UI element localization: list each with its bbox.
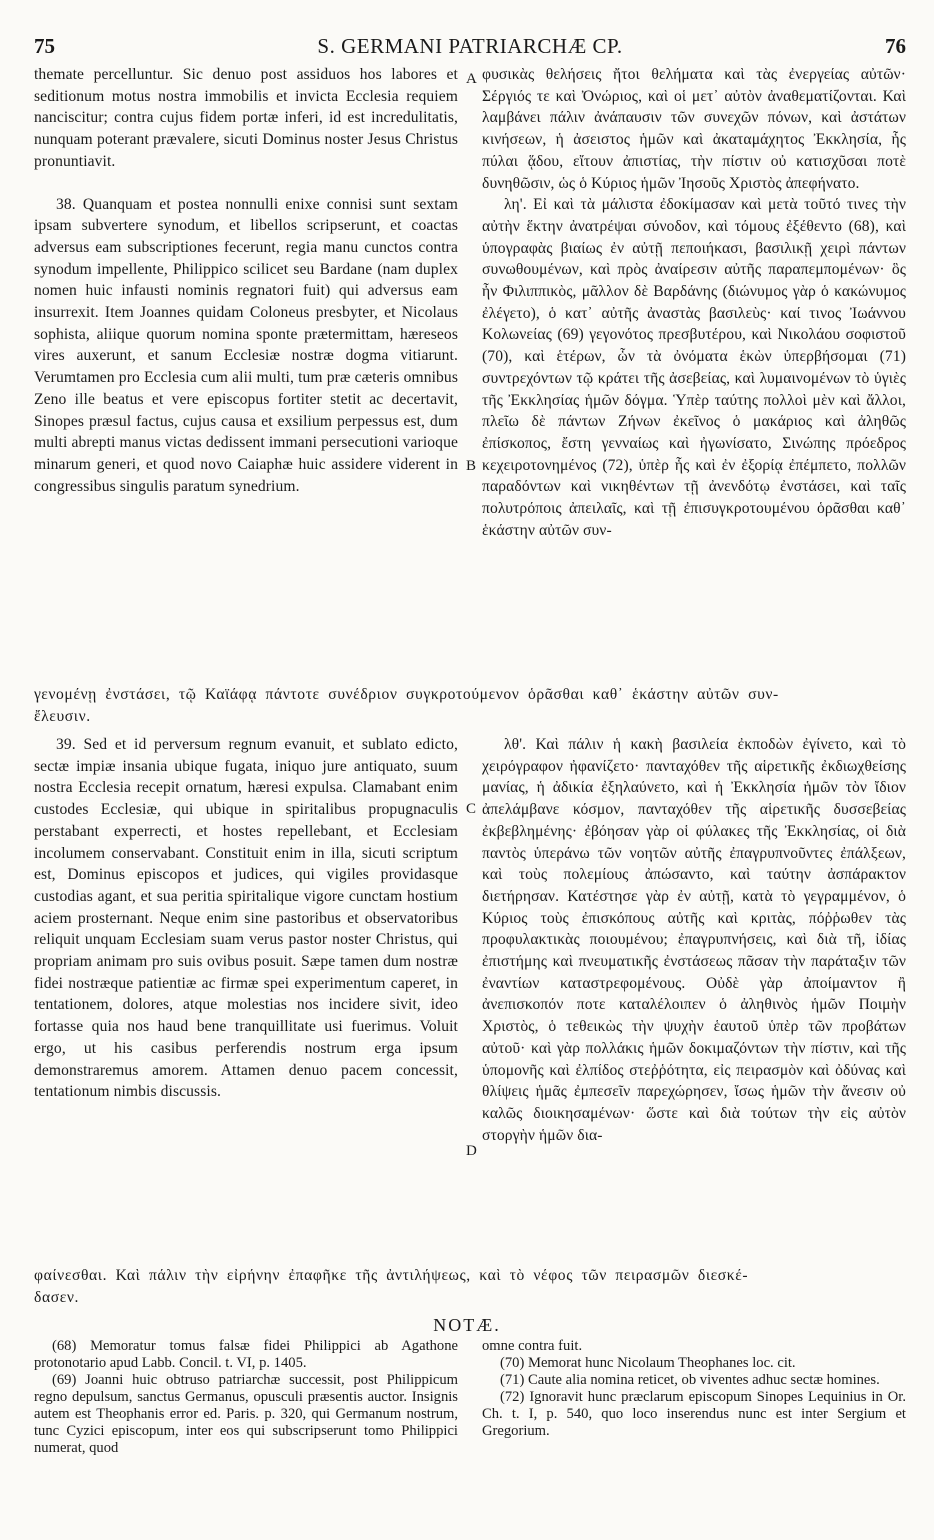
running-title: S. GERMANI PATRIARCHÆ CP. <box>317 34 623 58</box>
note-68: (68) Memoratur tomus falsæ fidei Philippici ab Agathone protonotario apud Labb. Concil. t. VI, p. 1405. <box>34 1338 458 1371</box>
greek-spanning-text-2: φαίνεσθαι. Καὶ πάλιν τὴν εἰρήνην ἐπαφῆκε τῆς ἀντιλήψεως, καὶ τὸ νέφος τῶν πειρασμῶν διεσκέ- <box>34 1267 749 1284</box>
page-number-left: 75 <box>34 34 55 58</box>
note-72: (72) Ignoravit hunc præclarum episcopum Sinopes Lequinius in Or. Ch. t. I, p. 540, quo loco inserendus nunc est inter Sergium et Gregorium. <box>482 1389 906 1439</box>
greek-spanning-text-1b: ἔλευσιν. <box>34 707 91 725</box>
note-69: (69) Joanni huic obtruso patriarchæ successit, post Philippicum regno depulsum, sanctus Germanus, opusculi præsentis auctor. Insignis autem est Theophanis error ed. Paris. p. 320, qui Germanum nostrum, tunc Cyzici episcopum, inter eos qui subscripserunt tomo Philippici numerat, quod <box>34 1372 458 1456</box>
greek-spanning-line-2 <box>34 1265 906 1308</box>
latin-paragraph-37-end: themate percelluntur. Sic denuo post assiduos hos labores et seditionum motus nostra immobilis et invicta Ecclesia requiem nanciscitur; contra cujus fidem portæ inferi, id est incredulitatis, nunquam poterant prævalere, sicuti Dominus noster Jesus Christus pronuntiavit. <box>34 66 458 170</box>
latin-column-lower <box>34 734 458 1103</box>
greek-spanning-line-1 <box>34 684 906 727</box>
page-header <box>34 34 906 62</box>
page-number-right: 76 <box>885 34 906 58</box>
note-71: (71) Caute alia nomina reticet, ob viventes adhuc sectæ homines. <box>500 1372 880 1388</box>
latin-paragraph-38: 38. Quanquam et postea nonnulli enixe connisi sunt sextam ipsam subvertere synodum, et libellos scripserunt, et coactas adversus eam subscriptiones fecerunt, regia manu cunctos contra synodum impellente, Philippico scilicet seu Bardane (nam duplex nomen huic infausti nominis regnatori fuit) qui adversus eam insurrexit. Item Joannes quidam Coloneus presbyter, et Nicolaus sophista, aliique quorum nomina sponte prætermittam, hæreseos vires auxerunt, et sanum Ecclesiæ nostræ dogma vitiarunt. Verumtamen pro Ecclesia cum alii multi, tum præ cæteris omnibus Zeno ille beatus et vere episcopus fortiter stetit ac decertavit, Sinopes præsul factus, cujus causa et exsilium perpessus est, dum multi abrepti manus victas dedissent immani persecutioni varioque minarum generi, et quod novo Caiaphæ huic assidere viderent in congressibus singulis paratum synedrium. <box>34 195 458 495</box>
notes-right-column <box>482 1338 906 1440</box>
latin-column-upper <box>34 64 458 497</box>
greek-paragraph-38: λη'. Εἰ καὶ τὰ μάλιστα ἐδοκίμασαν καὶ μετὰ τοῦτό τινες τὴν αὐτὴν ἕκτην ἀνατρέψαι σύνοδον, καὶ τόμους ἐξέθεντο (68), καὶ ὑπογραφὰς βιαίως ἐν αὐτῇ πεποιήκασι, βασιλικῇ χειρὶ πάντων συνωθουμένων, καὶ πρὸς ἀναίρεσιν αὐτῆς παραπεμπομένων· ὃς ἦν Φιλιππικὸς, μᾶλλον δὲ Βαρδάνης (διώνυμος γὰρ ὁ κακώνυμος ἐλέγετο), ὁ κατ᾽ αὐτῆς ἀναστὰς βασιλεὺς· καί τινος Ἰωάννου Κολωνείας (69) γεγονότος πρεσβυτέρου, καὶ Νικολάου σοφιστοῦ (70), καὶ ἑτέρων, ὧν τὰ ὀνόματα ἑκὼν ὑπερβήσομαι (71) συντρεχόντων τῷ κράτει τῆς ἀσεβείας, καὶ λυμαινομένων τὸ ὑγιὲς τῆς Ἐκκλησίας ἡμῶν δόγμα. Ὑπὲρ ταύτης πολλοὶ μὲν καὶ ἄλλοι, πλεῖω δὲ πάντων Ζήνων ἐκεῖνος ὁ μακάριος καὶ ἀληθῶς ἐπίσκοπος, ἔστη γενναίως καὶ ἠγωνίσατο, Σινώπης πρόεδρος κεχειροτονημένος (72), ὑπὲρ ἧς καὶ ἐν ἐξορίᾳ ἐπέμπετο, πολλῶν παραδόντων καὶ νικηθέντων τῇ ἀνενδότῳ ἐνστάσει, καὶ ταῖς πολυτρόποις ἀπειλαῖς, καὶ τῇ ἐπισυγκροτουμένου ὁρᾶσθαι καθ᾽ ἑκάστην αὐτῶν συν- <box>482 196 906 539</box>
latin-paragraph-39: 39. Sed et id perversum regnum evanuit, et sublato edicto, sectæ impiæ insania ubique fugata, iniquo jure antiquato, suum nostra Ecclesia recepit ornatum, hæresi expulsa. Clamabant enim custodes Ecclesiæ, qui ubique in spiritalibus propugnaculis perstabant experrecti, et hostes repellebant, et Ecclesiam incolumem conservabant. Constituit enim in illa, sicuti scriptum est, Dominus episcopos et judices, qui vigiles providasque custodias agant, et sua peritia spiritalique vigore cunctam hostium aciem prosternant. Neque enim sine pastoribus et observatoribus reliquit unquam Ecclesiam suam verus pastor noster Christus, qui propriam animam pro suis ovibus posuit. Sæpe tamen dum nostræ fidei nostræque patientiæ ac firmæ spei experimentum caperet, in tentationem, dolores, atque molestias nos incidere sivit, ideo fortasse quia nos haud bene tranquillitate usi fuerimus. Voluit ergo, ut his casibus perferendis nostrum erga ipsum demonstraremus amorem. Attamen denuo pacem concessit, tentationum nimbis discussis. <box>34 736 458 1101</box>
greek-spanning-text-1: γενομένῃ ἐνστάσει, τῷ Καϊάφᾳ πάντοτε συνέδριον συγκροτούμενον ὁρᾶσθαι καθ᾽ ἑκάστην αὐτῶν συν- <box>34 686 779 703</box>
note-69-continued: omne contra fuit. <box>482 1338 583 1354</box>
margin-marker-c: C <box>466 801 477 817</box>
greek-column-lower <box>482 734 906 1146</box>
greek-paragraph-39: λθ'. Καὶ πάλιν ἡ κακὴ βασιλεία ἐκποδὼν ἐγίνετο, καὶ τὸ χειρόγραφον ἠφανίζετο· πανταχόθεν τῆς αἱρετικῆς ἐκδιωχθείσης μανίας, ἡ ἀδικία ἐξηλαύνετο, καὶ ἡ Ἐκκλησία ἡμῶν τὸν ἴδιον ἀπελάμβανε κόσμον, πανταχόθεν τῆς αἱρετικῆς δυσσεβείας ἐκβεβλημένης· ἐβόησαν γὰρ οἱ φύλακες τῆς Ἐκκλησίας, οἱ διὰ παντὸς ὑπεράνω τῶν νοητῶν αὐτῆς ἐπαγρυπνοῦντες ἐπάλξεων, καὶ τοὺς πολεμίους ἀπώσαντο, καὶ ταύτην ἀσπάρακτον διετήρησαν. Κατέστησε γὰρ ἐν αὐτῇ, κατὰ τὸ γεγραμμένον, ὁ Κύριος τοὺς ἐπισκόπους αὐτῆς καὶ κριτὰς, πόῤῥωθεν τὰς προφυλακτικὰς ποιουμένου; ἐπαγρυπνήσεις, καὶ διὰ τῆ, ἰδίας ἐπιστήμης καὶ πνευματικῆς ἐνστάσεως πᾶσαν τὴν παράταξιν τῶν ἐναντίων καταστρεφομένους. Οὐδὲ γὰρ ἀποίμαντον ἢ ἀνεπισκοπόν ποτε καταλέλοιπεν ὁ ἀληθινὸς ἡμῶν Ποιμὴν Χριστὸς, ὁ τεθεικὼς τὴν ψυχὴν ἑαυτοῦ ὑπὲρ τῶν προβάτων αὐτοῦ· καὶ γὰρ πολλάκις ἡμῶν δοκιμαζόντων τὴν πίστιν, καὶ τῆς ὑπομονῆς καὶ ἐλπίδος στεῤῥότητα, εἰς πειρασμὸν καὶ ὀδύνας καὶ θλίψεις ἡμᾶς ἐμπεσεῖν παρεχώρησεν, ἴσως ἡμῶν τὴν ἄνεσιν οὐ καλῶς διοικησαμένων· ὥστε καὶ διὰ τούτων τὴν εἰς αὐτὸν στοργὴν ἡμῶν δια- <box>482 736 906 1144</box>
notes-left-column <box>34 1338 458 1457</box>
margin-marker-b: B <box>466 458 477 474</box>
greek-column-upper <box>482 64 906 541</box>
note-70: (70) Memorat hunc Nicolaum Theophanes loc. cit. <box>500 1355 796 1371</box>
greek-spanning-text-2b: δασεν. <box>34 1288 80 1306</box>
notes-title: NOTÆ. <box>433 1315 501 1335</box>
margin-marker-d: D <box>466 1143 477 1159</box>
greek-paragraph-37-end: φυσικὰς θελήσεις ἤτοι θελήματα καὶ τὰς ἐνεργείας αὐτῶν· Σέργιός τε καὶ Ὀνώριος, καὶ οἱ μετ᾽ αὐτὸν ἀναθεματίζονται. Καὶ λαμβάνει πάλιν ἀνάπαυσιν τῶν συνεχῶν πόνων, καὶ ἀστάτων κινήσεων, ἡ ἀσειστος ἡμῶν καὶ ἀκαταμάχητος Ἐκκλησία, ἧς πύλαι ᾅδου, εἴτουν ἀπιστίας, τὴν πίστιν οὐ κατισχῦσαι ποτὲ δυνηθῶσιν, ὡς ὁ Κύριος ἡμῶν Ἰησοῦς Χριστὸς ἀπεφήνατο. <box>482 66 906 192</box>
margin-marker-a: A <box>466 71 477 87</box>
